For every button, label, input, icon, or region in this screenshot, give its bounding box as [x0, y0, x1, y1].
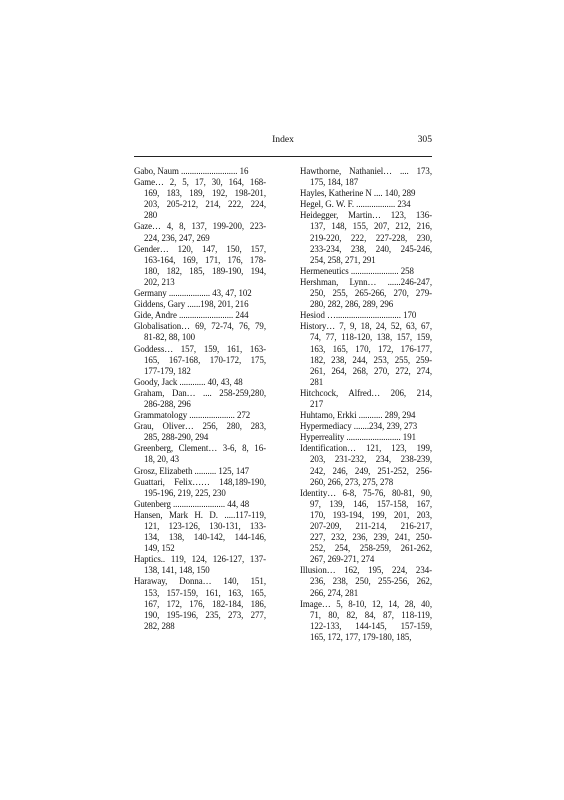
index-entry-line: Hansen, Mark H. D. .....117-119,: [134, 509, 266, 520]
running-head-title: Index: [272, 134, 294, 145]
index-entry-line: 281: [310, 376, 324, 387]
index-entry-line: Hayles, Katherine N .... 140, 289: [300, 188, 416, 199]
index-entry-line: 149, 152: [144, 543, 175, 554]
index-entry-line: 121, 123-126, 130-131, 133-: [144, 521, 266, 531]
index-entry-line: 177-179, 182: [144, 365, 191, 376]
index-entry-line: 266, 274, 281: [310, 587, 359, 598]
index-entry: [300, 421, 432, 432]
index-entry: [134, 477, 266, 499]
index-entry-line: 224, 236, 247, 269: [144, 232, 210, 243]
page-number: 305: [417, 134, 432, 145]
index-entry-line: 163, 165, 170, 172, 176-177,: [310, 343, 432, 354]
index-entry-line: Gabo, Naum .......................... 16: [134, 166, 249, 176]
index-entry-line: 182, 238, 244, 253, 255, 259-: [310, 354, 432, 365]
index-entry: [134, 310, 266, 321]
index-entry: [134, 388, 266, 410]
running-head: [134, 134, 432, 148]
index-entry-line: 242, 246, 249, 251-252, 256-: [310, 465, 432, 476]
index-entry: [300, 599, 432, 643]
index-entry: [134, 288, 266, 299]
index-entry: [134, 554, 266, 576]
index-entry-line: Haraway, Donna… 140, 151,: [134, 576, 266, 587]
index-entry-line: Hermeneutics ...................... 258: [300, 265, 414, 276]
index-entry-line: 280, 282, 286, 289, 296: [310, 299, 394, 310]
index-entry-line: Identification… 121, 123, 199,: [300, 443, 432, 454]
index-entry-line: Gaze… 4, 8, 137, 199-200, 223-: [134, 221, 266, 232]
index-entry-line: 280: [144, 210, 158, 221]
index-entry: [300, 199, 432, 210]
index-column-left: [134, 166, 266, 632]
index-entry: [134, 421, 266, 443]
index-entry: [300, 410, 432, 421]
index-entry-line: Gutenberg ........................ 44, 48: [134, 498, 250, 509]
index-entry-line: 202, 213: [144, 276, 175, 287]
index-entry: [300, 188, 432, 199]
index-column-right: [300, 166, 432, 643]
index-entry-line: 254, 258, 271, 291: [310, 254, 376, 265]
index-entry-line: Illusion… 162, 195, 224, 234-: [300, 565, 432, 576]
index-entry: [134, 499, 266, 510]
index-entry-line: 81-82, 88, 100: [144, 332, 196, 343]
index-entry-line: Haptics.. 119, 124, 126-127, 137-: [134, 554, 266, 565]
index-entry: [134, 410, 266, 421]
index-entry: [134, 299, 266, 310]
header-rule: [134, 156, 432, 157]
index-entry: [300, 443, 432, 487]
index-entry-line: Heidegger, Martin… 123, 136-: [300, 210, 432, 221]
index-entry-line: Huhtamo, Erkki ........... 289, 294: [300, 410, 416, 421]
index-entry: [300, 277, 432, 310]
index-entry-line: 236, 238, 250, 255-256, 262,: [310, 576, 432, 587]
index-entry: [300, 488, 432, 566]
index-entry-line: Image… 5, 8-10, 12, 14, 28, 40,: [300, 598, 432, 609]
index-entry: [134, 344, 266, 377]
index-entry-line: 190, 195-196, 235, 273, 277,: [144, 609, 266, 620]
index-entry: [134, 244, 266, 288]
index-entry: [134, 177, 266, 221]
index-entry-line: 134, 138, 140-142, 144-146,: [144, 532, 266, 543]
index-entry-line: 286-288, 296: [144, 398, 191, 409]
index-entry: [300, 266, 432, 277]
index-entry-line: Gender… 120, 147, 150, 157,: [134, 243, 266, 254]
index-entry-line: Graham, Dan… .... 258-259,280,: [134, 387, 266, 398]
index-entry-line: 165, 167-168, 170-172, 175,: [144, 354, 266, 365]
index-entry-line: Hershman, Lynn… ......246-247,: [300, 276, 432, 287]
index-entry: [134, 510, 266, 554]
index-entry: [300, 432, 432, 443]
index-entry-line: 71, 80, 82, 84, 87, 118-119,: [310, 609, 432, 620]
index-entry-line: 282, 288: [144, 620, 175, 631]
index-entry-line: 175, 184, 187: [310, 177, 359, 188]
index-entry-line: 153, 157-159, 161, 163, 165,: [144, 587, 266, 598]
index-entry: [134, 166, 266, 177]
index-entry-line: Game… 2, 5, 17, 30, 164, 168-: [134, 177, 266, 188]
index-entry-line: 180, 182, 185, 189-190, 194,: [144, 265, 266, 276]
index-entry-line: 261, 264, 268, 270, 272, 274,: [310, 365, 432, 376]
index-entry-line: Goddess… 157, 159, 161, 163-: [134, 343, 266, 354]
index-entry-line: 195-196, 219, 225, 230: [144, 487, 226, 498]
index-entry-line: Hitchcock, Alfred… 206, 214,: [300, 387, 432, 398]
index-entry-line: 267, 269-271, 274: [310, 554, 375, 565]
index-entry: [134, 466, 266, 477]
index-entry-line: Grosz, Elizabeth .......... 125, 147: [134, 465, 250, 476]
index-entry-line: Grammatology ..................... 272: [134, 410, 251, 421]
index-entry-line: 227, 232, 236, 239, 241, 250-: [310, 532, 432, 543]
index-entry-line: Germany ................... 43, 47, 102: [134, 288, 252, 299]
index-entry-line: 260, 266, 273, 275, 278: [310, 476, 394, 487]
index-entry-line: Guattari, Felix…… 148,189-190,: [134, 476, 266, 487]
index-entry-line: Hesiod ….............................. 170: [300, 310, 417, 321]
index-entry: [134, 443, 266, 465]
index-entry: [134, 221, 266, 243]
index-entry-line: 233-234, 238, 240, 245-246,: [310, 243, 432, 254]
index-entry-line: Goody, Jack ............ 40, 43, 48: [134, 376, 243, 387]
index-entry-line: 203, 205-212, 214, 222, 224,: [144, 199, 266, 210]
index-entry-line: Hegel, G. W. F. .................. 234: [300, 199, 411, 210]
index-entry: [300, 310, 432, 321]
index-entry: [300, 388, 432, 410]
index-entry-line: Hyperreality ......................... 191: [300, 432, 416, 443]
index-entry: [300, 321, 432, 388]
index-entry-line: Hypermediacy .......234, 239, 273: [300, 421, 418, 432]
index-entry-line: 137, 148, 155, 207, 212, 216,: [310, 221, 432, 232]
index-entry-line: History… 7, 9, 18, 24, 52, 63, 67,: [300, 321, 432, 332]
index-entry: [300, 166, 432, 188]
index-entry-line: Giddens, Gary ......198, 201, 216: [134, 299, 249, 310]
index-entry-line: Gide, Andre ......................... 244: [134, 310, 249, 321]
index-entry: [134, 377, 266, 388]
index-entry: [134, 321, 266, 343]
index-entry-line: 167, 172, 176, 182-184, 186,: [144, 598, 266, 609]
index-entry-line: Hawthorne, Nathaniel… .... 173,: [300, 166, 432, 176]
index-entry-line: 207-209, 211-214, 216-217,: [310, 521, 432, 531]
index-entry-line: 170, 193-194, 199, 201, 203,: [310, 509, 432, 520]
index-entry-line: 252, 254, 258-259, 261-262,: [310, 543, 432, 554]
index-entry-line: 18, 20, 43: [144, 454, 180, 465]
index-entry-line: 97, 139, 146, 157-158, 167,: [310, 498, 432, 509]
index-entry-line: 165, 172, 177, 179-180, 185,: [310, 631, 412, 642]
index-entry: [300, 565, 432, 598]
index-entry-line: 250, 255, 265-266, 270, 279-: [310, 288, 432, 299]
index-entry-line: 122-133, 144-145, 157-159,: [310, 620, 432, 631]
index-entry-line: 285, 288-290, 294: [144, 432, 209, 443]
index-entry: [300, 210, 432, 265]
index-entry-line: Globalisation… 69, 72-74, 76, 79,: [134, 321, 266, 332]
index-entry-line: 169, 183, 189, 192, 198-201,: [144, 188, 266, 199]
index-entry-line: 219-220, 222, 227-228, 230,: [310, 232, 432, 243]
index-entry-line: 217: [310, 398, 324, 409]
index-entry: [134, 576, 266, 631]
index-entry-line: Grau, Oliver… 256, 280, 283,: [134, 421, 266, 432]
index-entry-line: 203, 231-232, 234, 238-239,: [310, 454, 432, 465]
index-entry-line: Greenberg, Clement… 3-6, 8, 16-: [134, 443, 266, 454]
index-entry-line: 163-164, 169, 171, 176, 178-: [144, 254, 266, 265]
index-entry-line: 138, 141, 148, 150: [144, 565, 210, 576]
index-entry-line: Identity… 6-8, 75-76, 80-81, 90,: [300, 487, 432, 498]
index-entry-line: 74, 77, 118-120, 138, 157, 159,: [310, 332, 432, 343]
